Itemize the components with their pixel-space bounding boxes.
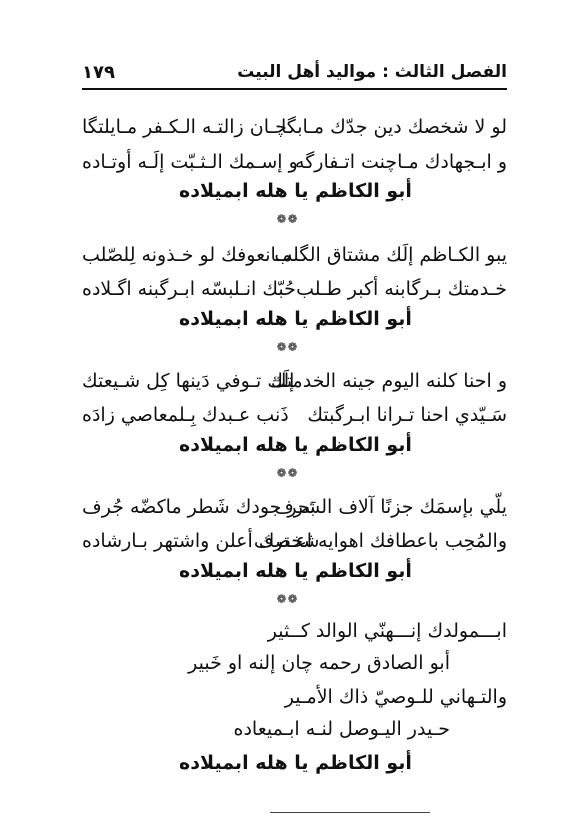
verse-second-hemistich: حُبّك انـلبسّه ابـرگبنه اگـلاده	[82, 278, 296, 300]
verse-second-hemistich: بَحر جودك شَطر ماكضّه جُرف	[82, 496, 316, 518]
verse-line: ابـــمولدك إنـــهنّي الوالد كــثير	[267, 620, 507, 642]
refrain-text: أبو الكاظم يا هله ابميلاده	[179, 308, 412, 330]
refrain-text: أبو الكاظم يا هله ابميلاده	[179, 752, 412, 774]
refrain	[0, 560, 575, 596]
verse-first-hemistich: يبو الكـاظم إلَك مشتاق الگلب	[274, 244, 507, 266]
verse-first-hemistich: والمُحِب باعطافك اهوايه اعـترف	[253, 530, 507, 552]
footer-divider	[270, 812, 430, 813]
verse-first-hemistich: لو لا شخصك دين جدّك مـابگا	[280, 116, 507, 138]
page-header	[82, 58, 507, 88]
verse-line: والتـهاني للـوصيّ ذاك الأمـير	[284, 686, 507, 708]
ornament-divider: ❁❁	[276, 466, 299, 480]
chapter-title: الفصل الثالث : مواليد أهل البيت	[237, 62, 507, 82]
verse-line: حـيدر اليـوصل لنـه ابـميعاده	[233, 718, 450, 740]
verse-first-hemistich: و احنا كلنه اليوم جينه الخدمتك	[270, 370, 507, 392]
verse-second-hemistich: و إسـمك الـثـبّت إلَـه أوتـاده	[82, 151, 298, 173]
ornament-divider: ❁❁	[276, 212, 299, 226]
refrain-text: أبو الكاظم يا هله ابميلاده	[179, 560, 412, 582]
verse-second-hemistich: ذَنب عـبدك بِـلمعاصي زادَه	[82, 404, 289, 426]
verse-first-hemistich: و ابـجهادك مـاچنت اتـفارگه	[295, 151, 507, 173]
refrain-text: أبو الكاظم يا هله ابميلاده	[179, 180, 412, 202]
verse-second-hemistich: مـانعوفك لو خـذونه لِلصّلب	[82, 244, 293, 266]
verse-second-hemistich: چـان زالتـه الـكـفر مـايلتگا	[82, 116, 287, 138]
page-number: ١٧٩	[82, 62, 115, 83]
verse-second-hemistich: إلَك تـوفي دَينها كِل شـيعتك	[82, 370, 295, 392]
header-divider	[82, 88, 507, 90]
refrain-text: أبو الكاظم يا هله ابميلاده	[179, 434, 412, 456]
ornament-divider: ❁❁	[276, 340, 299, 354]
verse	[82, 110, 507, 150]
refrain	[0, 180, 575, 216]
refrain	[0, 752, 575, 788]
verse-line: أبو الصادق رحمه چان إلنه او خَبير	[188, 652, 450, 674]
refrain	[0, 308, 575, 344]
verse-first-hemistich: سَـيّدي احنا تـرانا ابـرگبتك	[307, 404, 507, 426]
ornament-divider: ❁❁	[276, 592, 299, 606]
verse	[82, 398, 507, 438]
verse-first-hemistich: خـدمتك بـرگابنه أكبر طـلب	[296, 278, 507, 300]
verse-first-hemistich: يلّي بإسمَك جزنًا آلاف الشرف	[274, 496, 507, 518]
verse	[82, 272, 507, 312]
verse	[82, 524, 507, 564]
refrain	[0, 434, 575, 470]
verse	[82, 145, 507, 185]
verse-second-hemistich: شخصك أعلن واشتهر بـارشاده	[82, 530, 320, 552]
